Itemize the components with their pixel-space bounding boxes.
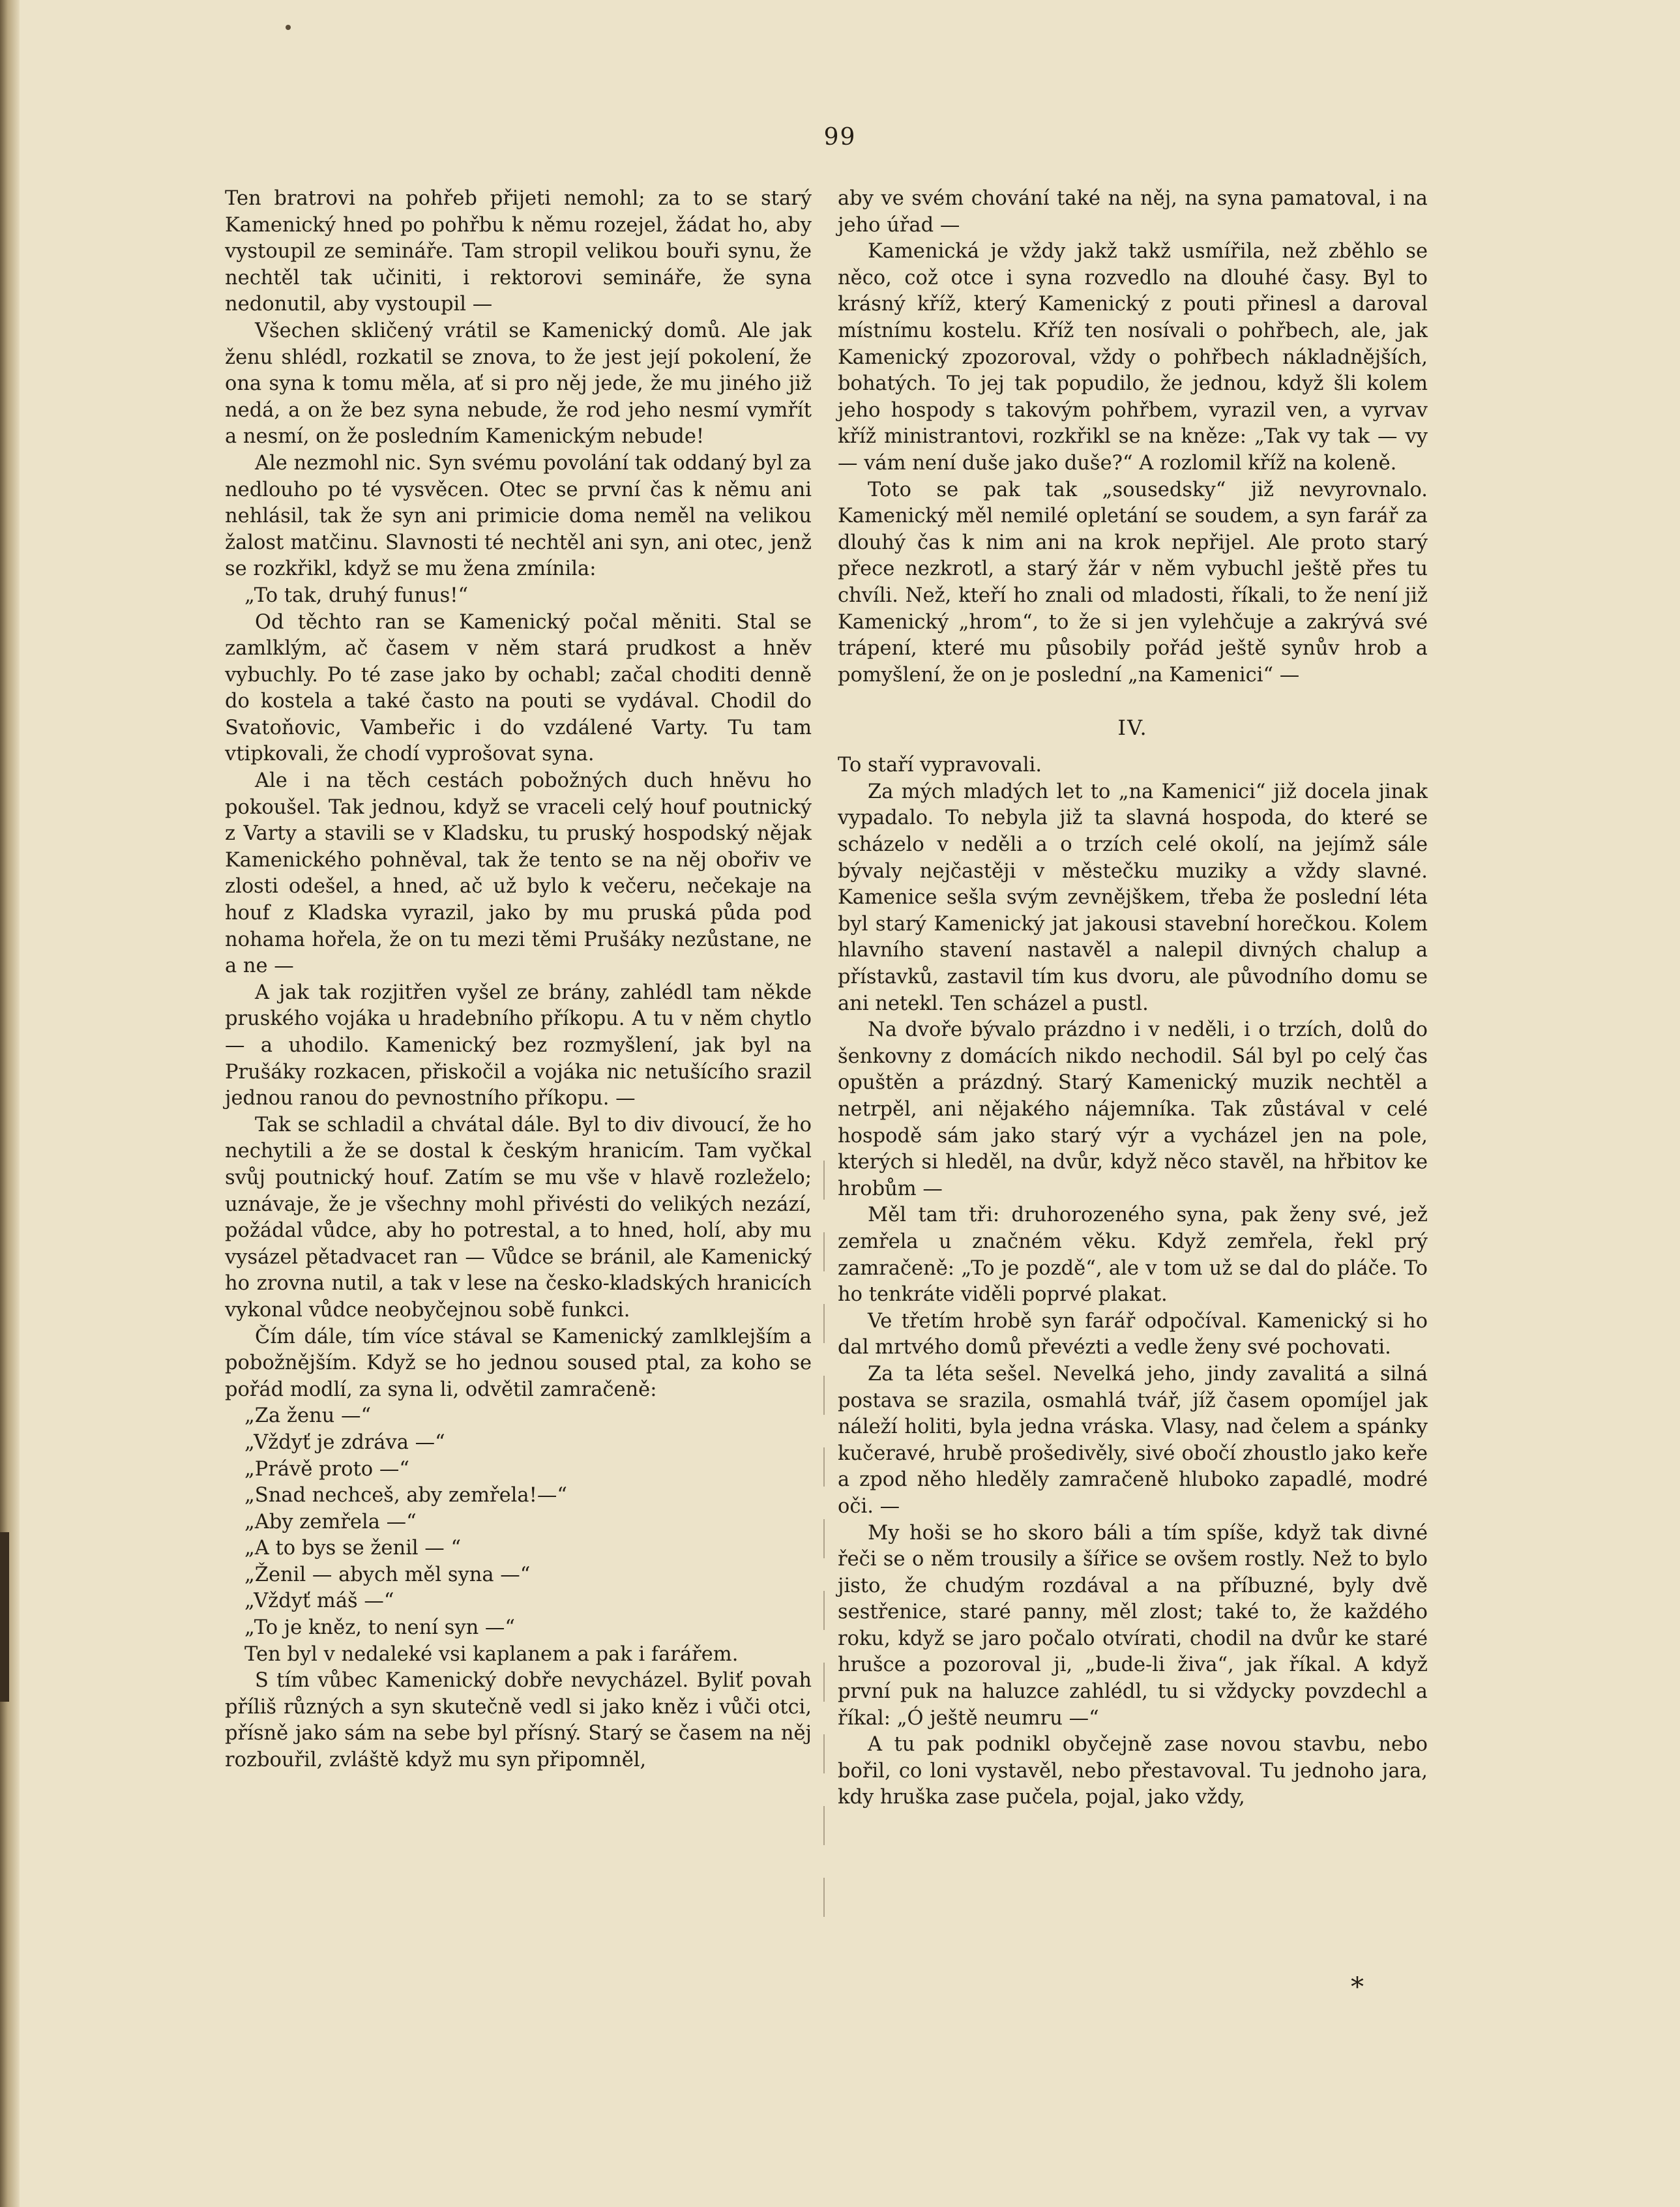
column-divider: [823, 1161, 825, 1943]
paragraph: Tak se schladil a chvátal dále. Byl to div divoucí, že ho nechytili a že se dostal k českým hranicím. Tam vyčkal svůj poutnický houf. Zatím se mu vše v hlavě rozleželo; uznávaje, že je všechny mohl přivésti do velikých nezází, požádal vůdce, aby ho potrestal, a to hned, holí, aby mu vysázel pětadvacet ran — Vůdce se bránil, ale Kamenický ho zrovna nutil, a tak v lese na česko-kladských hranicích vykonal vůdce neobyčejnou sobě funkci.: [225, 1113, 812, 1322]
dialog-line: „A to bys se ženil — “: [244, 1537, 462, 1560]
paragraph: Čím dále, tím více stával se Kamenický zamlklejším a pobožnějším. Když se ho jednou soused ptal, za koho se pořád modlí, za syna li, odvětil zamračeně:: [225, 1325, 812, 1401]
paragraph: Ten bratrovi na pohřeb přijeti nemohl; za to se starý Kamenický hned po pohřbu k němu rozejel, žádat ho, aby vystoupil ze semináře. Tam stropil velikou bouři synu, že nechtěl tak učiniti, i rektorovi semináře, že syna nedonutil, aby vystoupil —: [225, 187, 812, 316]
paragraph: A tu pak podnikl obyčejně zase novou stavbu, nebo bořil, co loni vystavěl, nebo přestavoval. Tu jednoho jara, kdy hruška zase pučela, pojal, jako vždy,: [838, 1733, 1428, 1809]
paragraph: A jak tak rozjitřen vyšel ze brány, zahlédl tam někde pruského vojáka u hradebního příkopu. A tu v něm chytlo — a uhodilo. Kamenický bez rozmyšlení, jak byl na Prušáky rozkacen, přiskočil a vojáka nic netušícího srazil jednou ranou do pevnostního příkopu. —: [225, 981, 812, 1110]
dialog-line: „To je kněz, to není syn —“: [244, 1616, 515, 1640]
binding-tab: [0, 1532, 9, 1702]
dialog-line: „Ženil — abych měl syna —“: [244, 1563, 531, 1586]
dialog-line: „Aby zemřela —“: [244, 1510, 417, 1533]
paragraph: Kamenická je vždy jakž takž usmířila, než zběhlo se něco, což otce i syna rozvedlo na dlouhé časy. Byl to krásný kříž, který Kamenický z pouti přinesl a daroval místnímu kostelu. Kříž ten nosívali o pohřbech, ale, jak Kamenický zpozoroval, vždy o pohřbech nákladnějších, bohatých. To jej tak popudilo, že jednou, když šli kolem jeho hospody s takovým pohřbem, vyrazil ven, a vyrvav kříž ministrantovi, rozkřikl se na kněze: „Tak vy tak — vy — vám není duše jako duše?“ A rozlomil kříž na koleně.: [838, 240, 1428, 475]
dialog-line: „Snad nechceš, aby zemřela!—“: [244, 1484, 567, 1507]
page-number: 99: [823, 124, 857, 151]
paragraph: My hoši se ho skoro báli a tím spíše, když tak divné řeči se o něm trousily a šířice se ovšem rostly. Než to bylo jisto, že chudým rozdával a na příbuzné, byly dvě sestřenice, staré panny, měl zlost; také to, že každého roku, když se jaro počalo otvírati, chodil na dvůr ke staré hrušce a pozoroval ji, „bude-li živa“, jak říkal. A když první puk na haluzce zahlédl, tu si vždycky povzdechl a říkal: „Ó ještě neumru —“: [838, 1521, 1428, 1730]
dialog-line: „Právě proto —“: [244, 1457, 409, 1481]
dialog-line: „To tak, druhý funus!“: [244, 584, 469, 607]
paragraph: Ale nezmohl nic. Syn svému povolání tak oddaný byl za nedlouho po té vysvěcen. Otec se první čas k němu ani nehlásil, tak že syn ani primicie doma neměl na velikou žalost matčinu. Slavnosti té nechtěl ani syn, ani otec, jenž se rozkřikl, když se mu žena zmínila:: [225, 451, 812, 581]
paper-speck: [286, 25, 291, 30]
paragraph: Na dvoře bývalo prázdno i v neděli, i o trzích, dolů do šenkovny z domácích nikdo nechodil. Sál byl po celý čas opuštěn a prázdný. Starý Kamenický muzik nechtěl a netrpěl, ani nějakého nájemníka. Tak zůstával v celé hospodě sám jako starý výr a vycházel jen na pole, kterých si hleděl, na dvůr, když něco stavěl, na hřbitov ke hrobům —: [838, 1018, 1428, 1200]
paragraph: Ale i na těch cestách pobožných duch hněvu ho pokoušel. Tak jednou, když se vraceli celý houf poutnický z Varty a stavili se v Kladsku, tu pruský hospodský nějak Kamenického pohněval, tak že tento se na něj obořiv ve zlosti odešel, a hned, ač už bylo k večeru, nečekaje na houf z Kladska vyrazil, jako by mu pruská půda pod nohama hořela, že on tu mezi těmi Prušáky nezůstane, ne a ne —: [225, 769, 812, 978]
paragraph: Za ta léta sešel. Nevelká jeho, jindy zavalitá a silná postava se srazila, osmahlá tvář, jíž časem opomíjel jak náleží holiti, byla jedna vráska. Vlasy, nad čelem a spánky kučeravé, hrubě prošedivěly, sivé obočí zhoustlo jako keře a zpod něho hleděly zamračeně hluboko zapadlé, modré oči. —: [838, 1362, 1428, 1518]
dialog-line: „Vždyť máš —“: [244, 1590, 394, 1613]
paragraph: aby ve svém chování také na něj, na syna pamatoval, i na jeho úřad —: [838, 187, 1428, 237]
left-text-column: [225, 186, 812, 1774]
page-binding-edge: [0, 0, 20, 2207]
paragraph: To staří vypravovali.: [838, 754, 1042, 777]
dialog-line: „Za ženu —“: [244, 1404, 372, 1428]
dialog-line: „Vždyť je zdráva —“: [244, 1430, 445, 1454]
paragraph: Všechen skličený vrátil se Kamenický domů. Ale jak ženu shlédl, rozkatil se znova, to že jest její pokolení, že ona syna k tomu měla, ať si pro něj jede, že mu jiného již nedá, a on že bez syna nebude, že rod jeho nesmí vymřít a nesmí, on že posledním Kamenickým nebude!: [225, 319, 812, 449]
paragraph: Od těchto ran se Kamenický počal měniti. Stal se zamlklým, ač časem v něm stará prudkost a hněv vybuchly. Po té zase jako by ochabl; začal choditi denně do kostela a také často na pouti se vydával. Chodil do Svatoňovic, Vambeřic i do vzdálené Varty. Tu tam vtipkovali, že chodí vyprošovat syna.: [225, 610, 812, 766]
paragraph: Ve třetím hrobě syn farář odpočíval. Kamenický si ho dal mrtvého domů převézti a vedle ženy své pochovati.: [838, 1309, 1428, 1359]
paragraph: Toto se pak tak „sousedsky“ již nevyrovnalo. Kamenický měl nemilé opletání se soudem, a syn farář za dlouhý čas k nim ani na krok nepřijel. Ale proto starý přece nezkrotl, a starý žár v něm vybuchl ještě přes tu chvíli. Než, kteří ho znali od mladosti, říkali, to že není již Kamenický „hrom“, to že si jen vylehčuje a zakrývá své trápení, které mu působily pořád ještě synův hrob a pomyšlení, že on je poslední „na Kamenici“ —: [838, 478, 1428, 687]
dialog-line: Ten byl v nedaleké vsi kaplanem a pak i farářem.: [244, 1642, 739, 1666]
footer-asterisk: *: [1351, 1972, 1364, 2002]
paragraph: S tím vůbec Kamenický dobře nevycházel. Byliť povah příliš různých a syn skutečně vedl si jako kněz i vůči otci, přísně jako sám na sebe byl přísný. Starý se časem na něj rozbouřil, zvláště když mu syn připomněl,: [225, 1669, 812, 1772]
paragraph: Měl tam tři: druhorozeného syna, pak ženy své, jež zemřela u značném věku. Když zemřela, řekl prý zamračeně: „To je pozdě“, ale v tom už se dal do pláče. To ho tenkráte viděli poprvé plakat.: [838, 1204, 1428, 1307]
paragraph: Za mých mladých let to „na Kamenici“ již docela jinak vypadalo. To nebyla již ta slavná hospoda, do které se scházelo v neděli a o trzích celé okolí, na jejímž sále bývaly nejčastěji v městečku muziky a vždy slavné. Kamenice sešla svým zevnějškem, třeba že poslední léta byl starý Kamenický jat jakousi stavební horečkou. Kolem hlavního stavení nastavěl a nalepil divných chalup a přístavků, zastavil tím kus dvoru, ale původního domu se ani netekl. Ten scházel a pustl.: [838, 780, 1428, 1015]
section-heading: IV.: [1117, 715, 1148, 741]
right-text-column: [838, 186, 1428, 1811]
